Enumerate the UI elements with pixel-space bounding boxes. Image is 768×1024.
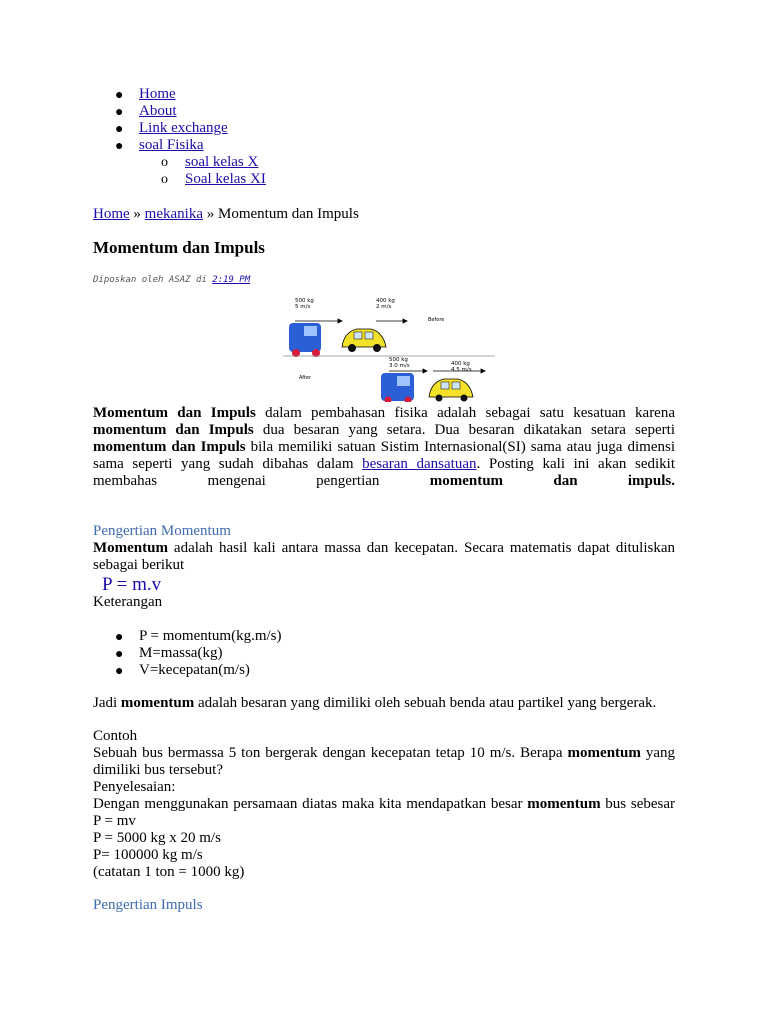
nav-subitem-soal-kelas-xi <box>93 171 266 188</box>
after-right-speed: 4.5 m/s <box>451 367 472 373</box>
solution-text <box>93 796 675 830</box>
keterangan-label: Keterangan <box>93 594 163 610</box>
nav-link-link-exchange[interactable]: Link exchange <box>139 120 228 136</box>
nav-menu <box>93 86 266 188</box>
breadcrumb-current: Momentum dan Impuls <box>217 206 359 222</box>
momentum-conclusion <box>93 695 675 712</box>
nav-item-about <box>93 103 266 120</box>
keterangan-list <box>93 628 282 679</box>
page-title: Momentum dan Impuls <box>93 238 265 257</box>
impuls-heading: Pengertian Impuls <box>93 897 203 913</box>
breadcrumb <box>93 205 359 223</box>
intro-text-3: bila memiliki satuan Sistim Internasional(SI) sama atau juga dimensi sama seperti yang sudah dibahas dalam <box>93 439 675 472</box>
post-meta <box>93 275 250 285</box>
besaran-satuan-link[interactable]: besaran dansatuan <box>362 456 477 472</box>
momentum-formula: P = m.v <box>102 574 162 595</box>
nav-item-soal-fisika <box>93 137 266 154</box>
car-icon <box>429 379 473 402</box>
intro-text-2: dua besaran yang setara. Dua besaran dikatakan setara seperti <box>253 422 676 438</box>
nav-item-home <box>93 86 266 103</box>
breadcrumb-separator: » <box>202 206 218 222</box>
solution-line-1: P = 5000 kg x 20 m/s <box>93 830 221 846</box>
list-item-text: P = momentum(kg.m/s) <box>139 628 282 644</box>
intro-bold-3: momentum dan Impuls <box>93 439 246 455</box>
breadcrumb-separator: » <box>129 206 145 222</box>
before-label: Before <box>428 317 445 323</box>
momentum-def-text: adalah hasil kali antara massa dan kecepatan. Secara matematis dapat dituliskan sebagai berikut <box>93 540 675 573</box>
nav-link-soal-fisika[interactable]: soal Fisika <box>139 137 204 153</box>
intro-bold-2: momentum dan Impuls <box>93 422 254 438</box>
example-question <box>93 745 675 779</box>
question-post: yang dimiliki bus tersebut? <box>93 745 675 778</box>
breadcrumb-home-link[interactable]: Home <box>93 206 130 222</box>
after-left-speed: 3.0 m/s <box>389 363 410 369</box>
bullet-icon: ● <box>115 88 124 103</box>
solution-post: bus sebesar P = mv <box>93 796 675 829</box>
bullet-icon: ● <box>115 664 124 679</box>
intro-text-1: dalam pembahasan fisika adalah sebagai satu kesatuan karena <box>255 405 675 421</box>
arrow-icon <box>295 319 407 323</box>
before-right-speed: 2 m/s <box>376 304 392 310</box>
nav-item-link-exchange <box>93 120 266 137</box>
nav-link-home[interactable]: Home <box>139 86 176 102</box>
list-item <box>93 628 282 645</box>
momentum-heading: Pengertian Momentum <box>93 523 231 539</box>
after-left-mass: 500 kg <box>389 357 408 363</box>
collision-diagram <box>283 290 495 402</box>
circle-bullet-icon: o <box>161 172 168 187</box>
after-label: After <box>299 375 312 381</box>
solution-pre: Dengan menggunakan persamaan diatas maka kita mendapatkan besar <box>93 796 528 812</box>
contoh-label: Contoh <box>93 728 138 744</box>
list-item <box>93 645 282 662</box>
solution-note: (catatan 1 ton = 1000 kg) <box>93 864 245 880</box>
conclusion-post: adalah besaran yang dimiliki oleh sebuah benda atau partikel yang bergerak. <box>194 695 657 711</box>
solution-label: Penyelesaian: <box>93 779 176 795</box>
before-right-mass: 400 kg <box>376 298 395 304</box>
post-time-link[interactable]: 2:19 PM <box>212 275 251 285</box>
circle-bullet-icon: o <box>161 155 168 170</box>
list-item <box>93 662 282 679</box>
nav-subitem-soal-kelas-x <box>93 154 266 171</box>
nav-link-soal-kelas-x[interactable]: soal kelas X <box>185 154 259 170</box>
bullet-icon: ● <box>115 122 124 137</box>
list-item-text: M=massa(kg) <box>139 645 223 661</box>
solution-line-2: P= 100000 kg m/s <box>93 847 203 863</box>
after-right-mass: 400 kg <box>451 361 470 367</box>
bullet-icon: ● <box>115 139 124 154</box>
truck-icon <box>381 373 414 402</box>
bullet-icon: ● <box>115 647 124 662</box>
before-left-mass: 500 kg <box>295 298 314 304</box>
bullet-icon: ● <box>115 105 124 120</box>
question-bold: momentum <box>567 745 641 761</box>
nav-link-about[interactable]: About <box>139 103 177 119</box>
nav-link-soal-kelas-xi[interactable]: Soal kelas XI <box>185 171 266 187</box>
momentum-def-bold: Momentum <box>93 540 168 556</box>
post-author: Diposkan oleh ASAZ di <box>93 275 213 285</box>
intro-bold-1: Momentum dan Impuls <box>93 405 256 421</box>
conclusion-pre: Jadi <box>93 695 121 711</box>
bullet-icon: ● <box>115 630 124 645</box>
car-icon <box>342 329 386 352</box>
question-pre: Sebuah bus bermassa 5 ton bergerak dengan kecepatan tetap 10 m/s. Berapa <box>93 745 568 761</box>
solution-bold: momentum <box>527 796 601 812</box>
list-item-text: V=kecepatan(m/s) <box>139 662 250 678</box>
intro-paragraph <box>93 405 675 490</box>
intro-text-4: . Posting kali ini akan sedikit membahas mengenai pengertian <box>93 456 675 489</box>
truck-icon <box>289 323 321 357</box>
momentum-definition <box>93 540 675 574</box>
breadcrumb-category-link[interactable]: mekanika <box>144 206 203 222</box>
before-left-speed: 5 m/s <box>295 304 311 310</box>
intro-bold-4: momentum dan impuls. <box>429 473 675 489</box>
conclusion-bold: momentum <box>120 695 195 711</box>
